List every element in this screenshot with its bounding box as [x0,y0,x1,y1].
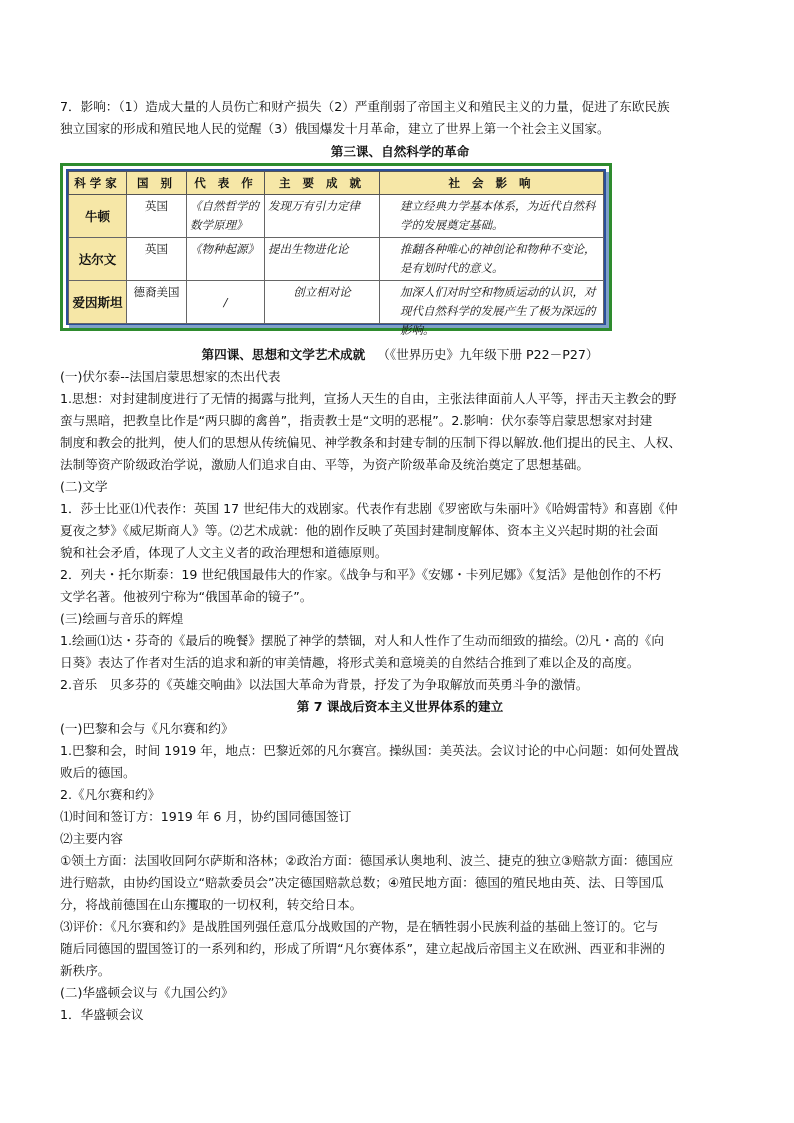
scientist-name: 达尔文 [69,238,127,281]
achievement-cell: 发现万有引力定律 [265,195,380,238]
header-work: 代 表 作 [187,172,265,195]
body-line: 2.音乐 贝多芬的《英雄交响曲》以法国大革命为背景，抒发了为争取解放而英勇斗争的激情。 [60,677,589,692]
intro-line: 独立国家的形成和殖民地人民的觉醒（3）俄国爆发十月革命，建立了世界上第一个社会主义国家。 [60,121,610,136]
body-line: 分，将战前德国在山东攫取的一切权利，转交给日本。 [60,897,363,912]
lesson4-section [60,344,740,1026]
body-line: 制度和教会的批判，使人们的思想从传统偏见、神学教条和封建专制的压制下得以解放.他们提出的民主、人权、 [60,435,682,450]
impact-cell: 加深人们对时空和物质运动的认识，对现代自然科学的发展产生了极为深远的影响。 [380,281,604,324]
body-line: 貌和社会矛盾，体现了人文主义者的政治理想和道德原则。 [60,545,388,560]
intro-section [60,96,740,163]
body-line: 随后同德国的盟国签订的一系列和约，形成了所谓“凡尔赛体系”，建立起战后帝国主义在欧洲、西亚和非洲的 [60,941,665,956]
body-line: 日葵》表达了作者对生活的追求和新的审美情趣，将形式美和意境美的自然结合推到了难以企及的高度。 [60,655,640,670]
country-cell: 英国 [127,238,187,281]
lesson4-heading [60,344,740,366]
body-line: 1.巴黎和会，时间 1919 年，地点：巴黎近郊的凡尔赛宫。操纵国：美英法。会议讨论的中心问题：如何处置战 [60,743,679,758]
body-line: 败后的德国。 [60,765,136,780]
body-line: (二)华盛顿会议与《九国公约》 [60,985,234,1000]
body-line: ⑴时间和签订方：1919 年 6 月，协约国同德国签订 [60,809,352,824]
body-line: 2.《凡尔赛和约》 [60,787,161,802]
body-line: 文学名著。他被列宁称为“俄国革命的镜子”。 [60,589,313,604]
body-line: ⑵主要内容 [60,831,123,846]
header-scientist: 科学家 [69,172,127,195]
body-line: 进行赔款，由协约国设立“赔款委员会”决定德国赔款总数；④殖民地方面：德国的殖民地由英、法、日等国瓜 [60,875,664,890]
science-table-frame [66,169,606,337]
country-cell: 德裔美国 [127,281,187,324]
lesson3-title: 第三课、自然科学的革命 [330,144,470,159]
table-header-row [69,172,604,195]
body-line: 夏夜之梦》《威尼斯商人》等。⑵艺术成就：他的剧作反映了英国封建制度解体、资本主义兴起时期的社会面 [60,523,659,538]
table-row [69,281,604,324]
work-cell: / [187,281,265,324]
achievement-cell: 创立相对论 [265,281,380,324]
body-line: 1.绘画⑴达・芬奇的《最后的晚餐》摆脱了神学的禁锢，对人和人性作了生动而细致的描绘。⑵凡・高的《向 [60,633,664,648]
country-cell: 英国 [127,195,187,238]
intro-line: 7．影响：（1）造成大量的人员伤亡和财产损失（2）严重削弱了帝国主义和殖民主义的力量，促进了东欧民族 [60,99,670,114]
body-line: 法制等资产阶级政治学说，激励人们追求自由、平等，为资产阶级革命及统治奠定了思想基础。 [60,457,589,472]
work-cell: 《物种起源》 [187,238,265,281]
body-line: 2．列夫・托尔斯泰：19 世纪俄国最伟大的作家。《战争与和平》《安娜・卡列尼娜》《复活》是他创作的不朽 [60,567,662,582]
body-line: 1．莎士比亚⑴代表作：英国 17 世纪伟大的戏剧家。代表作有悲剧《罗密欧与朱丽叶》《哈姆雷特》和喜剧《仲 [60,501,678,516]
header-achievement: 主 要 成 就 [265,172,380,195]
body-line: 蛮与黑暗，把教皇比作是“两只脚的禽兽”，指责教士是“文明的恶棍”。2.影响：伏尔泰等启蒙思想家对封建 [60,413,653,428]
impact-cell: 建立经典力学基本体系，为近代自然科学的发展奠定基础。 [380,195,604,238]
body-line: (一)伏尔泰--法国启蒙思想家的杰出代表 [60,369,281,384]
table-row [69,195,604,238]
work-cell: 《自然哲学的数学原理》 [187,195,265,238]
lesson4-title: 第四课、思想和文学艺术成就 [201,347,366,362]
body-line: 1.思想：对封建制度进行了无情的揭露与批判，宣扬人天生的自由，主张法律面前人人平等，抨击天主教会的野 [60,391,677,406]
impact-cell: 推翻各种唯心的神创论和物种不变论，是有划时代的意义。 [380,238,604,281]
body-line: ⑶评价：《凡尔赛和约》是战胜国列强任意瓜分战败国的产物，是在牺牲弱小民族利益的基础上签订的。它与 [60,919,659,934]
body-line: ①领土方面：法国收回阿尔萨斯和洛林；②政治方面：德国承认奥地利、波兰、捷克的独立③赔款方面：德国应 [60,853,674,868]
header-impact: 社 会 影 响 [380,172,604,195]
body-line: (三)绘画与音乐的辉煌 [60,611,184,626]
body-line: 1．华盛顿会议 [60,1007,144,1022]
science-table-figure [60,163,612,337]
lesson7-title: 第 7 课战后资本主义世界体系的建立 [296,699,504,714]
body-line: (二)文学 [60,479,108,494]
science-table [68,171,604,337]
lesson4-source: （《世界历史》九年级下册 P22－P27） [377,347,599,362]
body-line: 新秩序。 [60,963,111,978]
achievement-cell: 提出生物进化论 [265,238,380,281]
scientist-name: 爱因斯坦 [69,281,127,324]
header-country: 国 别 [127,172,187,195]
body-line: (一)巴黎和会与《凡尔赛和约》 [60,721,234,736]
table-row [69,238,604,281]
scientist-name: 牛顿 [69,195,127,238]
